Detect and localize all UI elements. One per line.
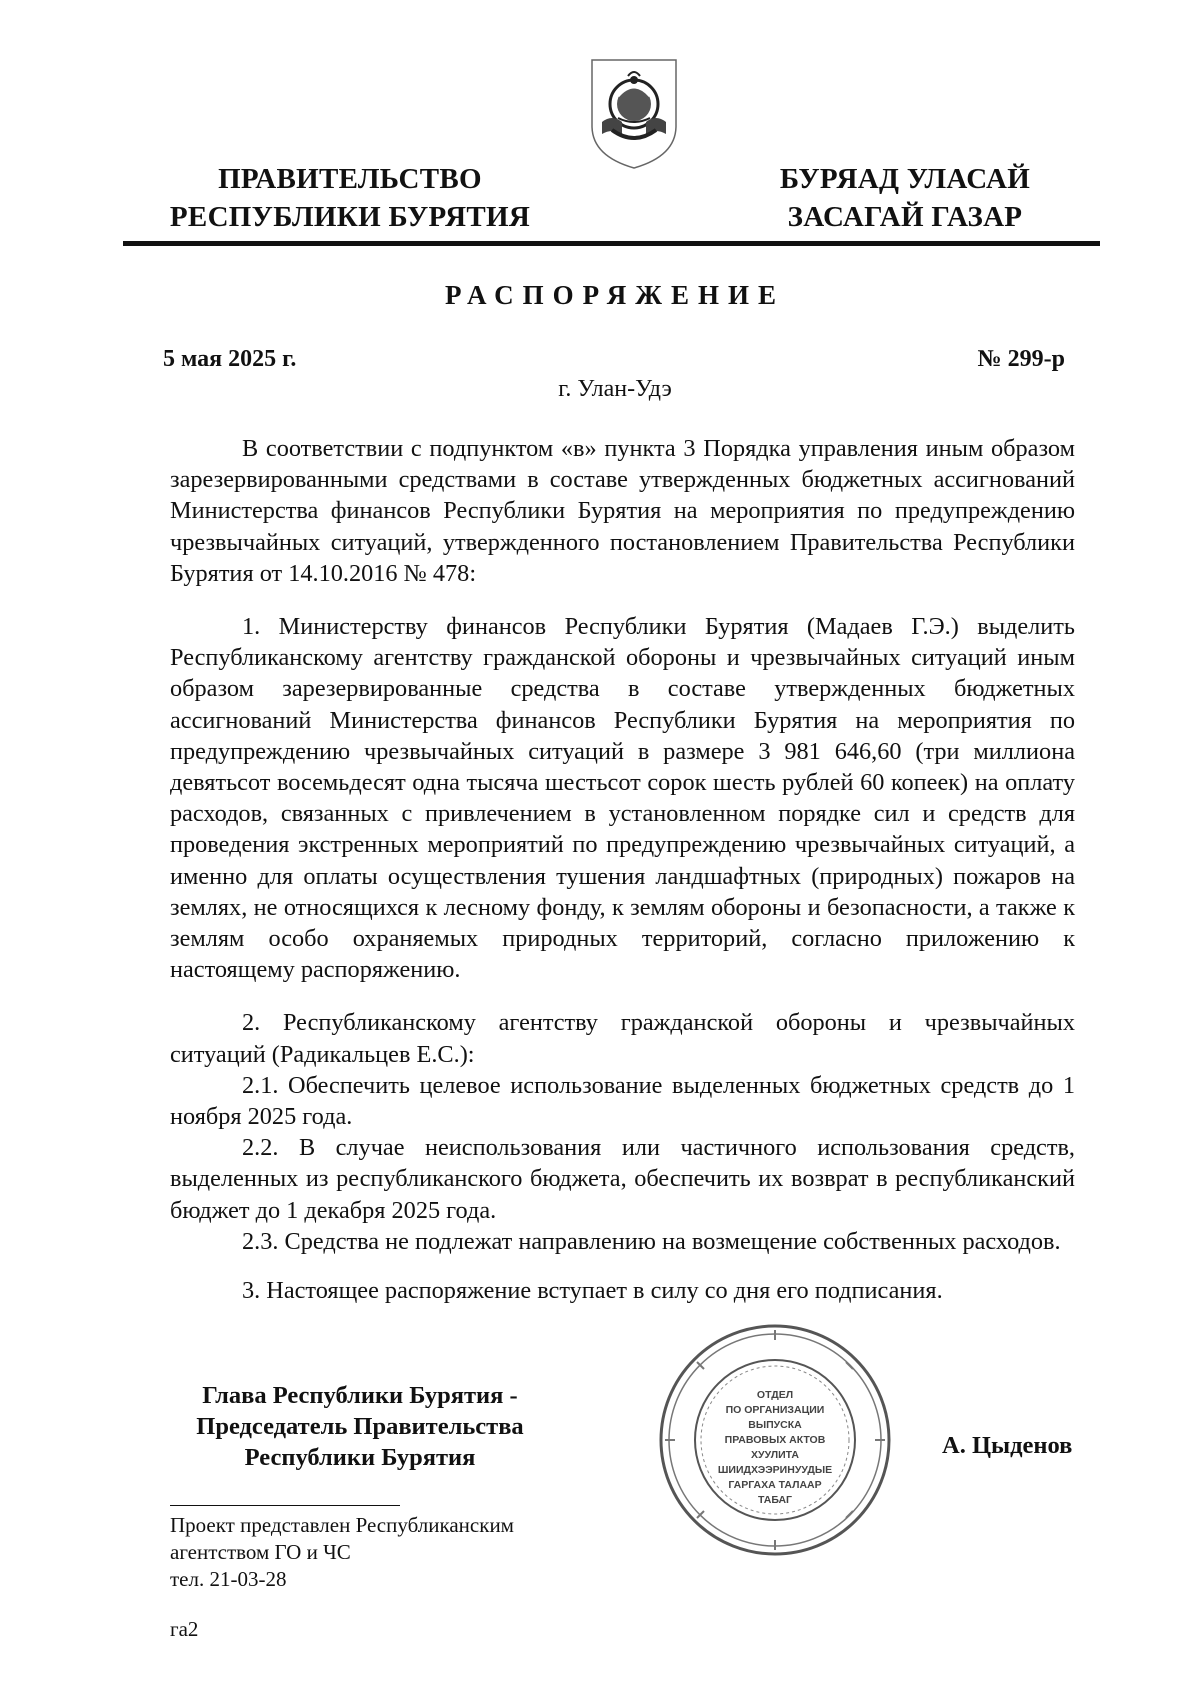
preamble-paragraph: В соответствии с подпунктом «в» пункта 3 Порядка управления иным образом зарезервированными средствами в составе утвержденных бюджетных ассигнований Министерства финансов Республики Бурятия на мероприятия по предупреждению чрезвычайных ситуаций, утвержденного постановлением Правительства Республики Бурятия от 14.10.2016 № 478: xyxy=(170,435,1075,587)
item-3-paragraph: 3. Настоящее распоряжение вступает в силу со дня его подписания. xyxy=(242,1277,943,1305)
seal-line-7: ГАРГАХА ТАЛААР xyxy=(728,1479,822,1491)
seal-line-6: ШИИДХЭЭРИНУУДЫЕ xyxy=(717,1464,833,1476)
footer-line3: тел. 21-03-28 xyxy=(170,1567,287,1591)
item-2-1-paragraph: 2.1. Обеспечить целевое использование выделенных бюджетных средств до 1 ноября 2025 года. xyxy=(170,1071,1075,1131)
footer-divider xyxy=(170,1505,400,1506)
seal-line-3: ВЫПУСКА xyxy=(748,1419,802,1431)
document-number: № 299-р xyxy=(977,346,1065,372)
item-2-paragraph: 2. Республиканскому агентству гражданской обороны и чрезвычайных ситуаций (Радикальцев Е.С.): xyxy=(170,1009,1075,1068)
seal-line-4: ПРАВОВЫХ АКТОВ xyxy=(724,1434,826,1446)
footer-line1: Проект представлен Республиканским xyxy=(170,1513,514,1537)
header-right-line2: ЗАСАГАЙ ГАЗАР xyxy=(787,201,1023,233)
document-city: г. Улан-Удэ xyxy=(558,376,672,402)
header-divider xyxy=(123,241,1100,246)
header-left xyxy=(150,160,550,236)
signatory-title-line3: Республики Бурятия xyxy=(244,1444,476,1471)
seal-line-2: ПО ОРГАНИЗАЦИИ xyxy=(725,1404,825,1416)
document-title: РАСПОРЯЖЕНИЕ xyxy=(444,280,786,310)
header-right xyxy=(720,160,1090,236)
footer-line2: агентством ГО и ЧС xyxy=(170,1540,351,1564)
seal-line-8: ТАБАГ xyxy=(757,1494,793,1506)
signatory-title-line1: Глава Республики Бурятия - xyxy=(202,1382,518,1409)
signatory-name: А. Цыденов xyxy=(942,1432,1073,1459)
item-2-3-paragraph: 2.3. Средства не подлежат направлению на возмещение собственных расходов. xyxy=(242,1227,1061,1255)
footer-code: га2 xyxy=(170,1617,199,1641)
document-date: 5 мая 2025 г. xyxy=(163,346,297,372)
seal-line-1: ОТДЕЛ xyxy=(756,1389,794,1401)
item-2-2-paragraph: 2.2. В случае неиспользования или частичного использования средств, выделенных из республиканского бюджета, обеспечить их возврат в республиканский бюджет до 1 декабря 2025 года. xyxy=(170,1134,1075,1224)
seal-line-5: ХУУЛИТА xyxy=(751,1449,799,1461)
signatory-title-line2: Председатель Правительства xyxy=(196,1413,524,1440)
footer-note xyxy=(170,1512,514,1593)
header-left-line1: ПРАВИТЕЛЬСТВО xyxy=(218,163,482,195)
coat-of-arms-icon xyxy=(588,56,680,172)
official-seal-icon xyxy=(655,1320,895,1560)
document-body xyxy=(170,433,1075,1306)
header-right-line1: БУРЯАД УЛАСАЙ xyxy=(779,163,1031,195)
signatory-title xyxy=(160,1380,560,1473)
item-1-paragraph: 1. Министерству финансов Республики Бурятия (Мадаев Г.Э.) выделить Республиканскому агентству гражданской обороны и чрезвычайных ситуаций иным образом зарезервированные средства в составе утвержденных бюджетных ассигнований Министерства финансов Республики Бурятия на мероприятия по предупреждению чрезвычайных ситуаций в размере 3 981 646,60 (три миллиона девятьсот восемьдесят одна тысяча шестьсот сорок шесть рублей 60 копеек) на оплату расходов, связанных с привлечением в установленном порядке сил и средств для проведения экстренных мероприятий по предупреждению чрезвычайных ситуаций, а именно для оплаты осуществления тушения ландшафтных (природных) пожаров на землях, не относящихся к лесному фонду, к землям обороны и безопасности, а также к землям особо охраняемых природных территорий, согласно приложению к настоящему распоряжению. xyxy=(170,613,1075,984)
header-left-line2: РЕСПУБЛИКИ БУРЯТИЯ xyxy=(169,201,531,233)
